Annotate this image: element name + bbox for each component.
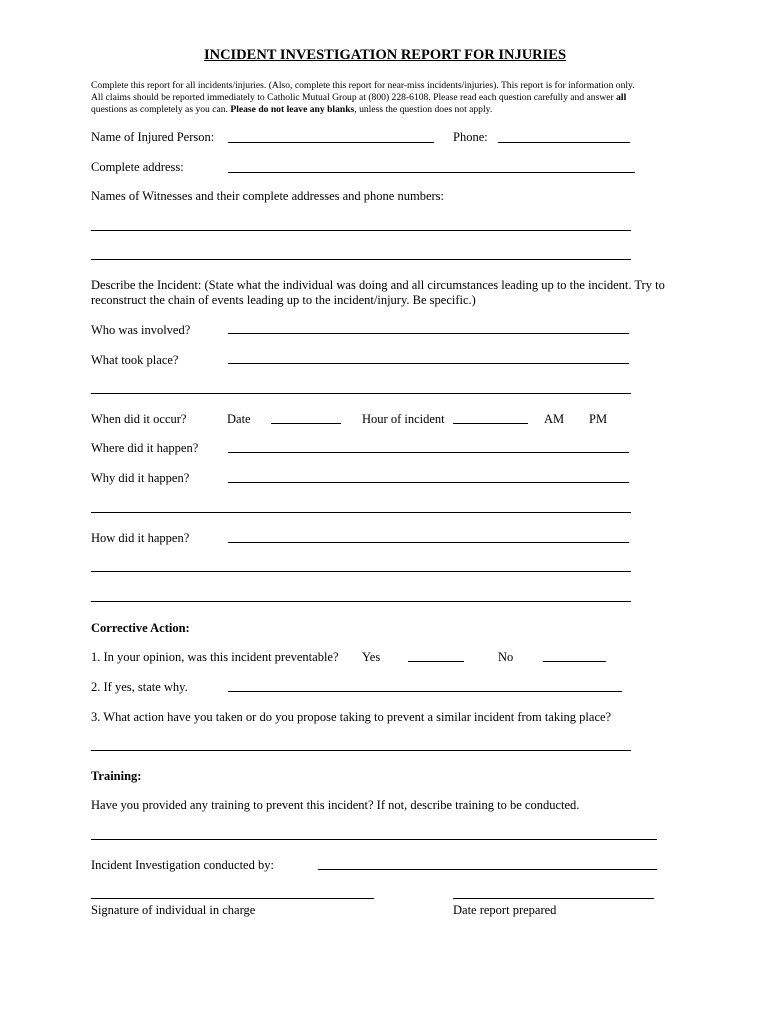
corrective-heading: Corrective Action:: [91, 621, 190, 635]
yes-field[interactable]: [408, 661, 464, 662]
address-field[interactable]: [228, 172, 635, 173]
why-field-extra[interactable]: [91, 512, 631, 513]
witnesses-label: Names of Witnesses and their complete addresses and phone numbers:: [91, 189, 444, 203]
describe-label-2: reconstruct the chain of events leading up to the incident/injury. Be specific.): [91, 293, 476, 307]
conducted-by-label: Incident Investigation conducted by:: [91, 858, 274, 872]
date-label: Date: [227, 412, 251, 426]
address-label: Complete address:: [91, 160, 184, 174]
where-field[interactable]: [228, 452, 629, 453]
what-field-extra[interactable]: [91, 393, 631, 394]
intro-text: [91, 80, 691, 116]
why-label: Why did it happen?: [91, 471, 190, 485]
conducted-by-field[interactable]: [318, 869, 657, 870]
intro-line-1: Complete this report for all incidents/injuries. (Also, complete this report for near-miss incidents/injuries). This report is for information only.: [91, 80, 635, 91]
action-field[interactable]: [91, 750, 631, 751]
why-preventable-label: 2. If yes, state why.: [91, 680, 188, 694]
who-label: Who was involved?: [91, 323, 191, 337]
who-field[interactable]: [228, 333, 629, 334]
training-heading: Training:: [91, 769, 142, 783]
training-field[interactable]: [91, 839, 657, 840]
phone-label: Phone:: [453, 130, 488, 144]
what-label: What took place?: [91, 353, 179, 367]
hour-field[interactable]: [453, 423, 528, 424]
no-field[interactable]: [543, 661, 606, 662]
action-question: 3. What action have you taken or do you propose taking to prevent a similar incident from taking place?: [91, 710, 612, 724]
injured-name-field[interactable]: [228, 142, 434, 143]
no-label: No: [498, 650, 514, 664]
training-question: Have you provided any training to prevent this incident? If not, describe training to be conducted.: [91, 798, 580, 812]
date-prepared-field[interactable]: [453, 898, 654, 899]
hour-label: Hour of incident: [362, 412, 445, 426]
why-field[interactable]: [228, 482, 629, 483]
date-prepared-label: Date report prepared: [453, 903, 557, 917]
pm-option[interactable]: PM: [589, 412, 608, 426]
intro-line-2: All claims should be reported immediately to Catholic Mutual Group at (800) 228-6108. Please read each question carefully and answer all: [91, 92, 627, 103]
how-field[interactable]: [228, 542, 629, 543]
preventable-question: 1. In your opinion, was this incident preventable?: [91, 650, 339, 664]
when-label: When did it occur?: [91, 412, 187, 426]
date-field[interactable]: [271, 423, 341, 424]
why-preventable-field[interactable]: [228, 691, 622, 692]
yes-label: Yes: [362, 650, 381, 664]
signature-label: Signature of individual in charge: [91, 903, 256, 917]
intro-line-3: questions as completely as you can. Please do not leave any blanks, unless the question does not apply.: [91, 104, 493, 115]
how-field-extra-2[interactable]: [91, 601, 631, 602]
witnesses-field-1[interactable]: [91, 230, 631, 231]
where-label: Where did it happen?: [91, 441, 199, 455]
page-title: INCIDENT INVESTIGATION REPORT FOR INJURIES: [203, 47, 567, 63]
am-option[interactable]: AM: [544, 412, 565, 426]
how-field-extra-1[interactable]: [91, 571, 631, 572]
injured-name-label: Name of Injured Person:: [91, 130, 215, 144]
phone-field[interactable]: [498, 142, 630, 143]
how-label: How did it happen?: [91, 531, 190, 545]
what-field[interactable]: [228, 363, 629, 364]
witnesses-field-2[interactable]: [91, 259, 631, 260]
describe-label-1: Describe the Incident: (State what the individual was doing and all circumstances leading up to the incident. Try to: [91, 278, 665, 292]
signature-field[interactable]: [91, 898, 374, 899]
